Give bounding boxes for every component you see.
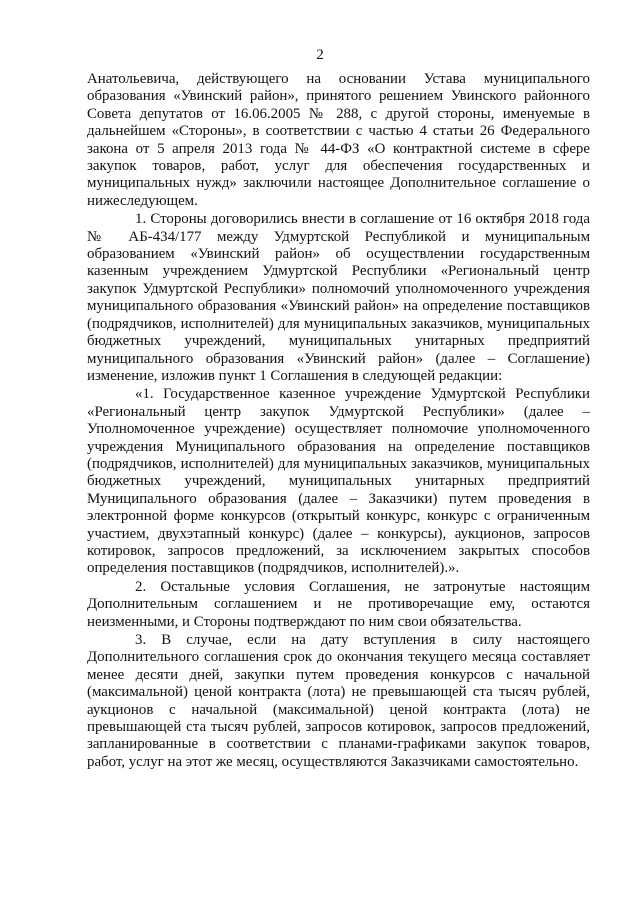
page-number: 2 [316, 47, 324, 63]
paragraph-item-1: 1. Стороны договорились внести в соглашение от 16 октября 2018 года № АБ-434/177 между Удмуртской Республикой и муниципальным образованием «Увинский район» об осуществлении государственным казенным учреждением Удмуртской Республики «Региональный центр закупок Удмуртской Республики» полномочий уполномоченного учреждения муниципального образования «Увинский район» на определение поставщиков (подрядчиков, исполнителей) для муниципальных заказчиков, муниципальных бюджетных учреждений, муниципальных унитарных предприятий муниципального образования «Увинский район» (далее – Соглашение) изменение, изложив пункт 1 Соглашения в следующей редакции: [87, 211, 590, 384]
paragraph-item-3: 3. В случае, если на дату вступления в силу настоящего Дополнительного соглашения срок до окончания текущего месяца составляет менее десяти дней, закупки путем проведения конкурсов с начальной (максимальной) ценой контракта (лота) не превышающей ста тысяч рублей, аукционов с начальной (максимальной) ценой контракта (лота) не превышающей ста тысяч рублей, запросов котировок, запросов предложений, запланированные в соответствии с планами-графиками закупок товаров, работ, услуг на этот же месяц, осуществляются Заказчиками самостоятельно. [87, 632, 590, 770]
document-body [87, 71, 590, 771]
paragraph-item-1-quote: «1. Государственное казенное учреждение Удмуртской Республики «Региональный центр закупок Удмуртской Республики» (далее – Уполномоченное учреждение) осуществляет полномочие уполномоченного учреждения Муниципального образования на определение поставщиков (подрядчиков, исполнителей) для муниципальных заказчиков, муниципальных бюджетных учреждений, муниципальных унитарных предприятий Муниципального образования (далее – Заказчики) путем проведения в электронной форме конкурсов (открытый конкурс, конкурс с ограниченным участием, двухэтапный конкурс) (далее – конкурсы), аукционов, запросов котировок, запросов предложений, за исключением закрытых способов определения поставщиков (подрядчиков, исполнителей).». [87, 386, 590, 577]
paragraph-item-2: 2. Остальные условия Соглашения, не затронутые настоящим Дополнительным соглашением и не противоречащие ему, остаются неизменными, и Стороны подтверждают по ним свои обязательства. [87, 578, 590, 630]
paragraph-intro: Анатольевича, действующего на основании Устава муниципального образования «Увинский район», принятого решением Увинского районного Совета депутатов от 16.06.2005 № 288, с другой стороны, именуемые в дальнейшем «Стороны», в соответствии с частью 4 статьи 26 Федерального закона от 5 апреля 2013 года № 44-ФЗ «О контрактной системе в сфере закупок товаров, работ, услуг для обеспечения государственных и муниципальных нужд» заключили настоящее Дополнительное соглашение о нижеследующем. [87, 71, 590, 209]
